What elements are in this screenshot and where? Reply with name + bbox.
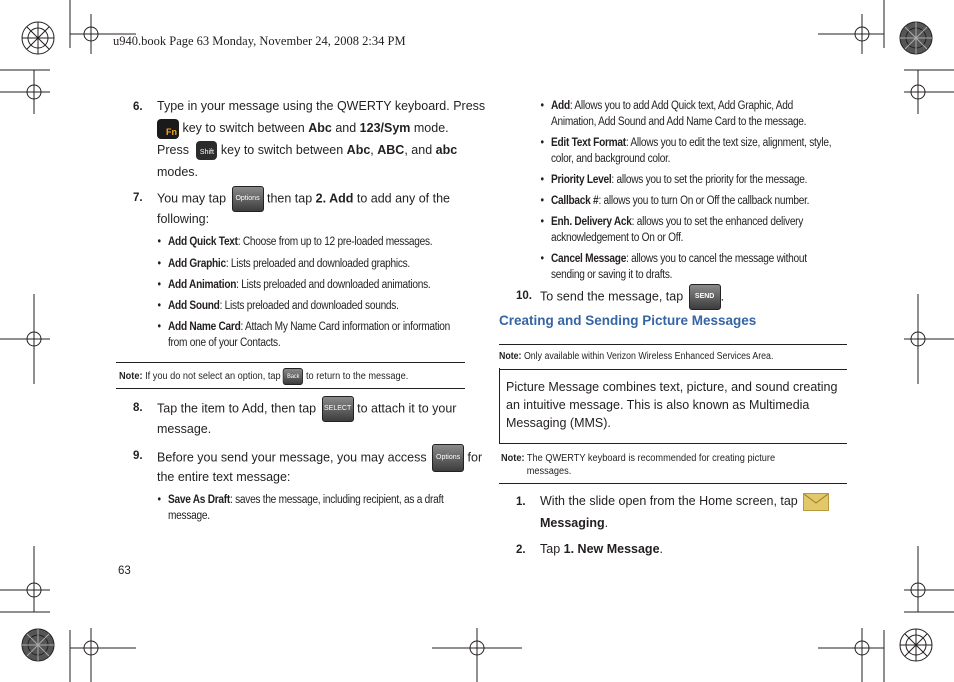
section-title: Creating and Sending Picture Messages bbox=[499, 313, 757, 328]
intro-paragraph: Picture Message combines text, picture, and sound creating an intuitive message. This is also known as Multimedia Messaging (MMS). bbox=[506, 380, 838, 430]
step-number: 8. bbox=[133, 402, 143, 414]
note-box: Note: The QWERTY keyboard is recommended for creating picture messages. bbox=[499, 443, 847, 484]
crosshair-icon bbox=[904, 294, 954, 384]
step6-line1: Type in your message using the QWERTY keyboard. Press bbox=[157, 99, 486, 113]
step6-line4: modes. bbox=[157, 165, 198, 179]
list-item: • Add Sound: Lists preloaded and downloaded sounds. bbox=[157, 300, 399, 312]
list-item: • Add Graphic: Lists preloaded and downloaded graphics. bbox=[157, 258, 410, 270]
registration-rosette-icon bbox=[22, 22, 54, 54]
crosshair-icon bbox=[432, 628, 522, 682]
registration-rosette-icon bbox=[900, 22, 932, 54]
step-number: 1. bbox=[516, 496, 526, 508]
step7-line2: following: bbox=[157, 212, 210, 226]
step-number: 6. bbox=[133, 101, 143, 113]
step-number: 2. bbox=[516, 544, 526, 556]
crosshair-icon bbox=[904, 70, 954, 114]
note-box: Note: If you do not select an option, tap Back to return to the message. bbox=[116, 362, 465, 389]
step6-line3: Press Shift key to switch between Abc, ABC, and abc bbox=[157, 139, 457, 161]
crosshair-icon bbox=[0, 294, 50, 384]
list-item: • Add Animation: Lists preloaded and downloaded animations. bbox=[157, 279, 431, 291]
registration-rosette-icon bbox=[900, 629, 932, 661]
list-item: • Add Name Card: Attach My Name Card information or information from one of your Contacts. bbox=[157, 321, 450, 349]
send-key-icon: SEND bbox=[689, 284, 721, 310]
crosshair-icon bbox=[818, 628, 884, 682]
options-softkey-icon: Options bbox=[432, 444, 464, 472]
list-item: • Add: Allows you to add Add Quick text, Add Graphic, Add Animation, Add Sound and Add Name Card to the message. bbox=[540, 100, 807, 128]
options-softkey-icon: Options bbox=[232, 186, 264, 212]
step2-line: Tap 1. New Message. bbox=[540, 542, 664, 556]
step8-line1: Tap the item to Add, then tap SELECT to attach it to your bbox=[157, 396, 456, 422]
list-item: • Enh. Delivery Ack: allows you to set the enhanced delivery acknowledgement to On or Off. bbox=[540, 216, 804, 244]
envelope-icon bbox=[803, 493, 829, 511]
step-number: 9. bbox=[133, 450, 143, 462]
page-number: 63 bbox=[118, 565, 131, 577]
step1-line1: With the slide open from the Home screen, tap bbox=[540, 490, 829, 512]
step6-line2: Fn key to switch between Abc and 123/Sym mode. bbox=[157, 117, 449, 139]
crosshair-icon bbox=[70, 628, 136, 682]
select-softkey-icon: SELECT bbox=[322, 396, 354, 422]
list-item: • Edit Text Format: Allows you to edit the text size, alignment, style, color, and background color. bbox=[540, 137, 832, 165]
list-item: • Priority Level: allows you to set the priority for the message. bbox=[540, 174, 808, 186]
step8-line2: message. bbox=[157, 422, 212, 436]
registration-rosette-icon bbox=[22, 629, 54, 661]
step9-line2: the entire text message: bbox=[157, 470, 291, 484]
list-item: • Save As Draft: saves the message, including recipient, as a draft message. bbox=[157, 494, 444, 522]
note-box: Note: Only available within Verizon Wireless Enhanced Services Area. bbox=[499, 344, 847, 370]
print-header: u940.book Page 63 Monday, November 24, 2008 2:34 PM bbox=[113, 34, 406, 48]
crosshair-icon bbox=[904, 546, 954, 612]
step9-line1: Before you send your message, you may access Options for bbox=[157, 444, 482, 472]
crosshair-icon bbox=[818, 14, 884, 54]
step7-line1: You may tap Options then tap 2. Add to add any of the bbox=[157, 186, 450, 212]
step1-line2: Messaging. bbox=[540, 516, 609, 530]
list-item: • Callback #: allows you to turn On or Off the callback number. bbox=[540, 195, 810, 207]
divider bbox=[499, 368, 500, 444]
crosshair-icon bbox=[0, 70, 50, 114]
crosshair-icon bbox=[0, 546, 50, 612]
step-number: 7. bbox=[133, 192, 143, 204]
list-item: • Cancel Message: allows you to cancel the message without sending or saving it to drafts. bbox=[540, 253, 807, 281]
back-softkey-icon: Back bbox=[283, 368, 303, 385]
fn-key-icon: Fn bbox=[157, 119, 179, 139]
step-number: 10. bbox=[516, 290, 532, 302]
shift-key-icon: Shift bbox=[196, 141, 217, 160]
step10-line: To send the message, tap SEND . bbox=[540, 284, 724, 310]
list-item: • Add Quick Text: Choose from up to 12 pre-loaded messages. bbox=[157, 236, 433, 248]
